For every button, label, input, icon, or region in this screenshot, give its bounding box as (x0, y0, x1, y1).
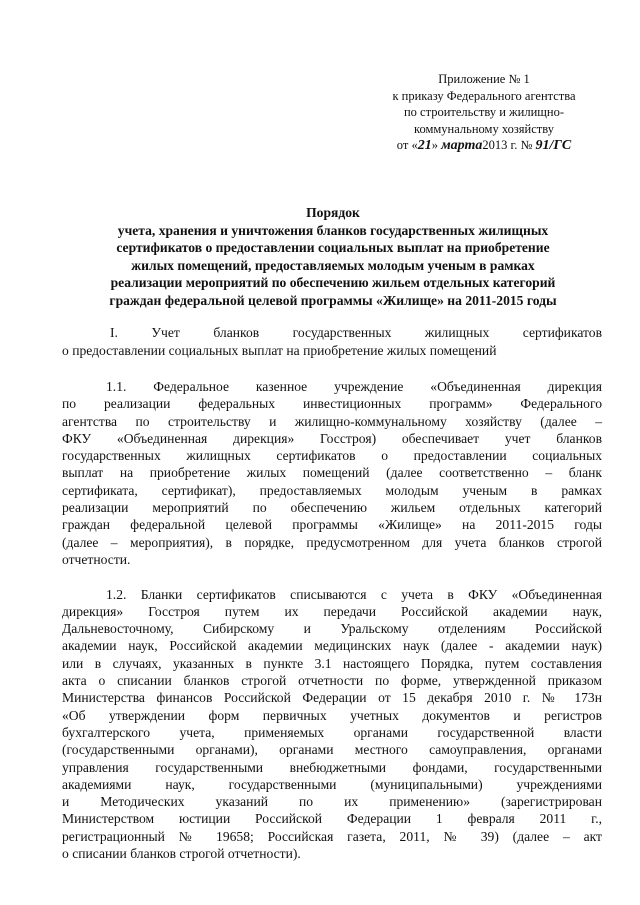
paragraph-line: реализации мероприятий по обеспечению жильем отдельных категорий (62, 500, 602, 516)
paragraph-line (62, 568, 602, 585)
paragraph-line: дирекция» Госстроя путем их передачи Российской академии наук, (62, 603, 602, 619)
paragraph-line: акта о списании бланков строгой отчетности по форме, утвержденной приказом (62, 673, 602, 689)
paragraph-line: государственных жилищных сертификатов о предоставлении социальных (62, 448, 602, 464)
paragraph-line: сертификата, сертификат), предоставляемых молодым ученым в рамках (62, 482, 602, 498)
paragraph-line: бухгалтерского учета, применяемых органами государственной власти (62, 724, 602, 740)
appendix-line: Приложение № 1 (438, 72, 530, 86)
paragraph-line: и Методических указаний по их применению» (зарегистрирован (62, 794, 602, 810)
paragraph-line: (государственными органами), органами местного самоуправления, органами (62, 742, 602, 758)
paragraph-line: 1.1. Федеральное казенное учреждение «Объединенная дирекция (106, 379, 602, 394)
title-line: граждан федеральной целевой программы «Жилище» на 2011-2015 годы (109, 292, 557, 308)
appendix-header (380, 71, 588, 155)
document-body (62, 378, 602, 862)
title-line: реализации мероприятий по обеспечению жильем отдельных категорий (110, 275, 556, 290)
paragraph-line: отчетности. (62, 551, 131, 567)
title-line: учета, хранения и уничтожения бланков государственных жилищных (117, 222, 549, 238)
paragraph-line: граждан федеральной целевой программы «Жилище» на 2011-2015 годы (62, 517, 602, 533)
handwritten-number: 91/ГС (535, 138, 572, 153)
title-line: жилых помещений, предоставляемых молодым ученым в рамках (131, 257, 535, 273)
paragraph-line: академии наук, Российской академии медицинских наук (далее - академии наук) (62, 638, 602, 654)
paragraph-line: управления государственными внебюджетными фондами, государственными (62, 759, 602, 775)
paragraph-line: ФКУ «Объединенная дирекция» Госстроя) обеспечивает учет бланков (62, 430, 602, 446)
paragraph-line: Министерством юстиции Российской Федерации 1 февраля 2011 г., (62, 811, 602, 827)
paragraph-line: по реализации федеральных инвестиционных программ» Федерального (62, 396, 602, 412)
appendix-line: к приказу Федерального агентства (392, 88, 576, 103)
paragraph-line: агентства по строительству и жилищно-коммунальному хозяйству (далее – (62, 413, 602, 429)
paragraph-line: академиями наук, государственными (муниципальными) учреждениями (62, 776, 602, 792)
title-heading: Порядок (306, 205, 360, 220)
paragraph-line: или в случаях, указанных в пункте 3.1 настоящего Порядка, путем составления (62, 655, 602, 671)
title-line: сертификатов о предоставлении социальных выплат на приобретение (116, 240, 550, 255)
paragraph-line: (далее – мероприятия), в порядке, предусмотренном для учета бланков строгой (62, 534, 602, 550)
appendix-line: коммунальному хозяйству (414, 121, 554, 136)
handwritten-month: марта (441, 138, 483, 153)
handwritten-day: 21 (417, 138, 432, 153)
paragraph-line: регистрационный № 19658; Российская газета, 2011, № 39) (далее – акт (62, 828, 602, 844)
appendix-date-line: от «21» марта2013 г. № 91/ГС (396, 138, 572, 153)
paragraph-line: о списании бланков строгой отчетности). (62, 846, 301, 862)
section-heading: I. Учет бланков государственных жилищных сертификатов о предоставлении социальных выплат на приобретение жилых помещений (62, 325, 602, 358)
paragraph-line: выплат на приобретение жилых помещений (далее соответственно – бланк (62, 465, 602, 481)
paragraph-line: «Об утверждении форм первичных учетных документов и регистров (62, 707, 602, 723)
appendix-line: по строительству и жилищно- (403, 105, 565, 119)
document-title (60, 204, 606, 309)
paragraph-line: Дальневосточному, Сибирскому и Уральскому отделениям Российской (62, 621, 602, 637)
paragraph-line: 1.2. Бланки сертификатов списываются с учета в ФКУ «Объединенная (106, 586, 602, 602)
paragraph-line: Министерства финансов Российской Федерации от 15 декабря 2010 г. № 173н (62, 690, 602, 706)
